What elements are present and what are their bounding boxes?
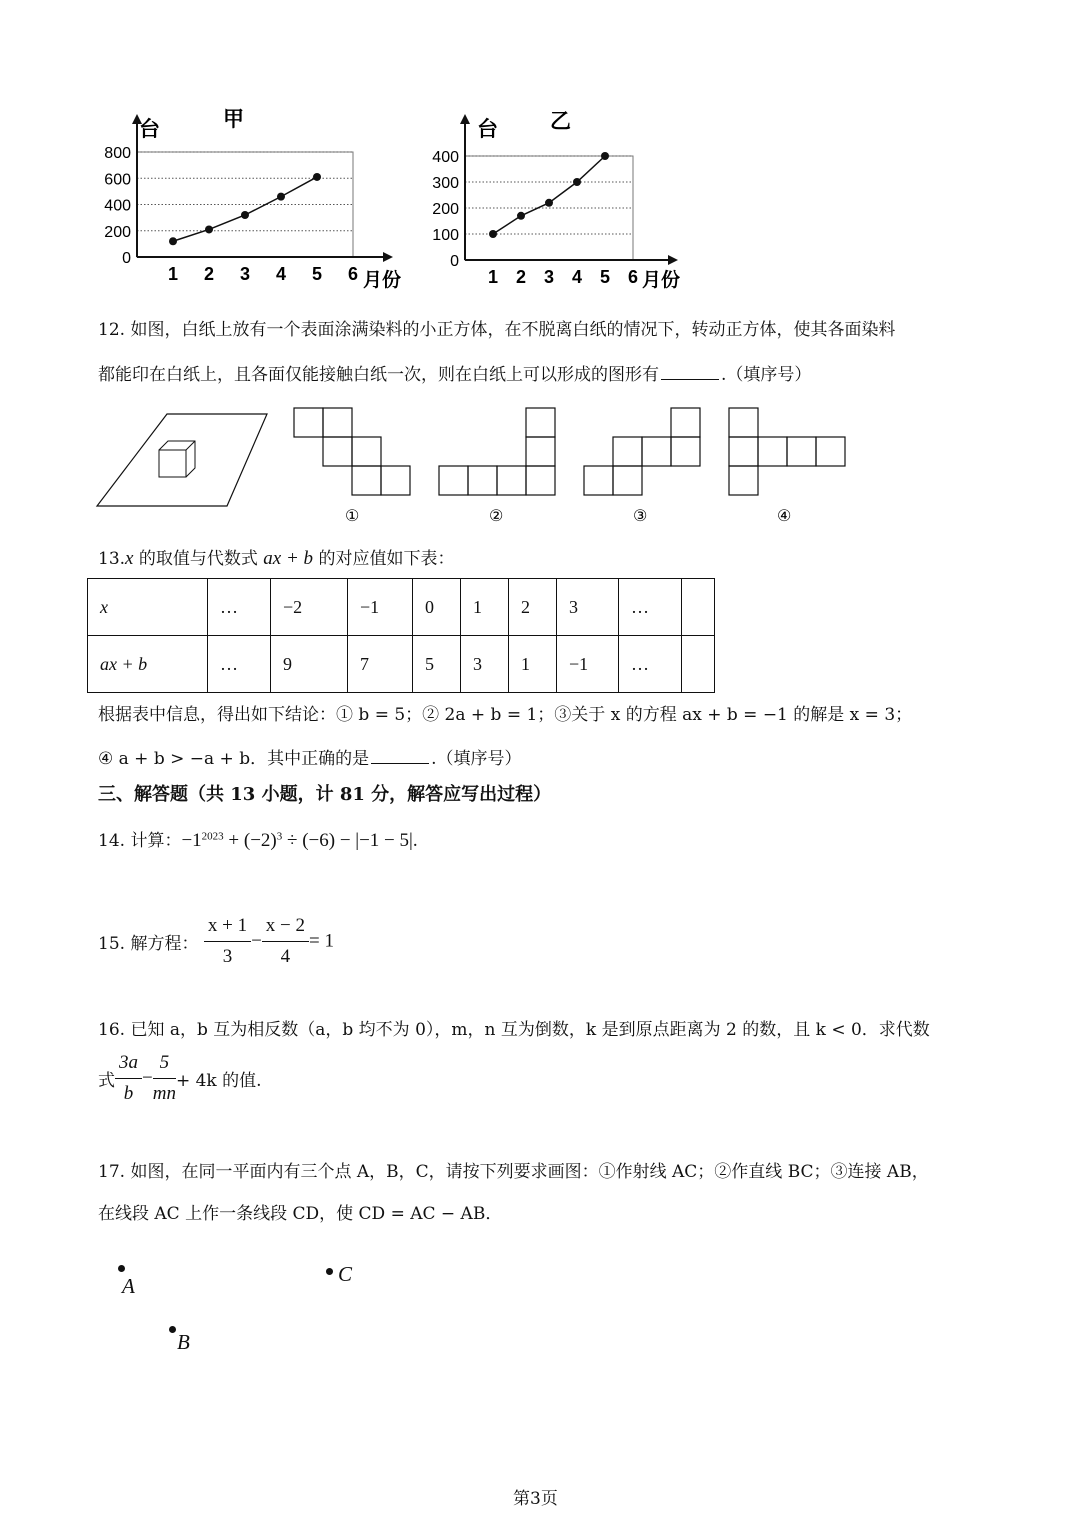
table-cell: 1 xyxy=(509,636,557,693)
q14 xyxy=(98,831,418,850)
q16-frac1-denominator: b xyxy=(123,1083,134,1104)
q16-fraction-2 xyxy=(153,1052,176,1105)
net-label-3: ③ xyxy=(633,508,648,525)
chart-yi-title: 乙 xyxy=(550,110,571,133)
x-tick-label: 4 xyxy=(275,264,287,284)
x-tick-label: 4 xyxy=(571,267,583,287)
x-axis-arrow xyxy=(668,255,678,265)
data-point xyxy=(573,178,581,186)
table-cell: … xyxy=(619,579,682,636)
q13-answer-blank xyxy=(371,749,429,764)
table-cell: −1 xyxy=(557,636,619,693)
table-row xyxy=(88,579,715,636)
table-cell xyxy=(682,636,715,693)
q13-conclusion-end: .（填序号） xyxy=(431,749,522,769)
table-cell: −2 xyxy=(271,579,348,636)
q14-term-3: ÷ (−6) − |−1 − 5| xyxy=(282,830,413,851)
q13-conclusion-line2 xyxy=(98,749,522,768)
y-tick-label: 600 xyxy=(104,171,131,189)
data-point xyxy=(313,173,321,181)
y-axis-arrow xyxy=(460,114,470,124)
q14-exponent-2: 3 xyxy=(276,830,283,843)
q15-frac2-denominator: 4 xyxy=(280,946,291,967)
q15-frac2-numerator: x − 2 xyxy=(262,915,309,942)
page-number: 第3页 xyxy=(513,1489,558,1509)
chart-yi-x-unit: 月份 xyxy=(642,270,681,291)
table-cell: 0 xyxy=(413,579,461,636)
white-paper xyxy=(97,414,267,506)
q15 xyxy=(98,915,334,968)
q12-line2-text: 都能印在白纸上，且各面仅能接触白纸一次，则在白纸上可以形成的图形有 xyxy=(98,365,659,385)
q15-frac1-numerator: x + 1 xyxy=(204,915,251,942)
section-3-title: 三、解答题（共 13 小题，计 81 分，解答应写出过程） xyxy=(98,784,552,805)
chart-yi xyxy=(430,100,710,300)
q17-line1: 17. 如图，在同一平面内有三个点 A，B，C，请按下列要求画图：①作射线 AC；②作直线 BC；③连接 AB， xyxy=(98,1162,929,1182)
table-cell: 3 xyxy=(461,636,509,693)
y-tick-label: 0 xyxy=(450,253,459,270)
q12-line2 xyxy=(98,365,811,384)
q12-line2-end: .（填序号） xyxy=(721,365,812,385)
x-tick-label: 5 xyxy=(599,267,611,287)
q17-line2: 在线段 AC 上作一条线段 CD，使 CD = AC − AB． xyxy=(98,1204,503,1224)
x-tick-label: 1 xyxy=(167,264,179,284)
cube-icon xyxy=(159,441,195,477)
q16-frac2-denominator: mn xyxy=(152,1083,176,1104)
q16-prefix: 式 xyxy=(98,1071,115,1091)
y-tick-label: 200 xyxy=(432,201,459,218)
point-b-dot xyxy=(169,1326,176,1333)
q13-var-x: x xyxy=(125,548,134,569)
x-tick-label: 5 xyxy=(311,264,323,284)
net-label-2: ② xyxy=(489,508,504,525)
x-tick-label: 3 xyxy=(543,267,555,287)
q12-line1: 12. 如图，白纸上放有一个表面涂满染料的小正方体，在不脱离白纸的情况下，转动正方体，使其各面染料 xyxy=(98,320,896,340)
net-label-4: ④ xyxy=(777,508,792,525)
q14-term-2: + (−2) xyxy=(223,830,277,851)
data-point xyxy=(169,237,177,245)
q15-label: 15. 解方程： xyxy=(98,934,199,954)
net-label-1: ① xyxy=(345,508,360,525)
q12-figure xyxy=(95,400,855,530)
chart-jia-x-unit: 月份 xyxy=(363,270,402,291)
table-cell: x xyxy=(88,579,208,636)
point-c-dot xyxy=(326,1268,333,1275)
q16-frac1-numerator: 3a xyxy=(115,1052,142,1079)
table-cell: ax + b xyxy=(88,636,208,693)
net-1 xyxy=(294,408,410,495)
q16-line2 xyxy=(98,1052,262,1105)
x-tick-label: 2 xyxy=(515,267,527,287)
q14-term-1: −1 xyxy=(181,830,202,851)
q16-line1: 16. 已知 a，b 互为相反数（a，b 均不为 0），m，n 互为倒数，k 是到原点距离为 2 的数，且 k < 0．求代数 xyxy=(98,1020,930,1040)
table-cell: −1 xyxy=(348,579,413,636)
x-tick-label: 2 xyxy=(203,264,215,284)
table-cell: 9 xyxy=(271,636,348,693)
data-point xyxy=(545,199,553,207)
q14-label: 14. 计算： xyxy=(98,831,182,851)
y-tick-label: 200 xyxy=(104,223,131,241)
net-3 xyxy=(584,408,700,495)
y-tick-label: 300 xyxy=(432,175,459,192)
q13-intro-end: 的对应值如下表： xyxy=(313,549,455,569)
table-cell: 1 xyxy=(461,579,509,636)
point-a-label: A xyxy=(122,1274,135,1298)
point-b-label: B xyxy=(177,1330,190,1354)
net-2 xyxy=(439,408,555,495)
chart-jia-y-unit: 台 xyxy=(139,118,160,141)
table-cell: 5 xyxy=(413,636,461,693)
q12-answer-blank xyxy=(661,365,719,380)
table-cell: 3 xyxy=(557,579,619,636)
q15-fraction-1 xyxy=(204,915,251,968)
q16-fraction-1 xyxy=(115,1052,142,1105)
q15-rhs: = 1 xyxy=(309,930,334,952)
data-point xyxy=(489,230,497,238)
y-tick-label: 400 xyxy=(104,197,131,215)
q13-conclusion-text: ④ a + b > −a + b．其中正确的是 xyxy=(98,749,370,769)
q13-intro-expr: ax + b xyxy=(263,548,314,569)
data-point xyxy=(517,212,525,220)
y-tick-label: 400 xyxy=(432,149,459,166)
x-tick-label: 1 xyxy=(487,267,499,287)
chart-jia xyxy=(95,100,425,300)
table-cell xyxy=(682,579,715,636)
q16-frac2-numerator: 5 xyxy=(153,1052,176,1079)
x-tick-label: 6 xyxy=(347,264,359,284)
table-row xyxy=(88,636,715,693)
q13-conclusion-line1: 根据表中信息，得出如下结论：① b = 5；② 2a + b = 1；③关于 x 的方程 ax + b = −1 的解是 x = 3； xyxy=(98,705,913,725)
chart-jia-title: 甲 xyxy=(223,108,244,131)
table-cell: 2 xyxy=(509,579,557,636)
q13-table xyxy=(87,578,715,693)
chart-yi-y-unit: 台 xyxy=(477,118,498,141)
q13-intro-mid: 的取值与代数式 xyxy=(133,549,264,569)
x-tick-label: 3 xyxy=(239,264,251,284)
q15-fraction-2 xyxy=(262,915,309,968)
q16-tail: + 4k 的值. xyxy=(175,1071,262,1091)
x-tick-label: 6 xyxy=(627,267,639,287)
data-point xyxy=(601,152,609,160)
y-tick-label: 800 xyxy=(104,145,131,162)
series-line xyxy=(173,177,317,241)
q15-frac1-denominator: 3 xyxy=(222,946,233,967)
table-cell: … xyxy=(208,579,271,636)
net-4 xyxy=(729,408,845,495)
point-a-dot xyxy=(118,1265,125,1272)
q13-intro xyxy=(98,549,454,568)
data-point xyxy=(277,193,285,201)
data-point xyxy=(241,211,249,219)
y-tick-label: 0 xyxy=(122,250,131,267)
q13-number: 13. xyxy=(98,549,126,569)
table-cell: 7 xyxy=(348,636,413,693)
data-point xyxy=(205,225,213,233)
q14-end: . xyxy=(412,830,418,851)
point-c-label: C xyxy=(338,1262,353,1286)
q14-exponent-1: 2023 xyxy=(201,830,224,843)
y-tick-label: 100 xyxy=(432,227,459,244)
q16-minus: − xyxy=(142,1067,153,1089)
q15-minus: − xyxy=(251,930,262,952)
table-cell: … xyxy=(208,636,271,693)
series-line xyxy=(493,156,605,234)
table-cell: … xyxy=(619,636,682,693)
x-axis-arrow xyxy=(383,252,393,262)
